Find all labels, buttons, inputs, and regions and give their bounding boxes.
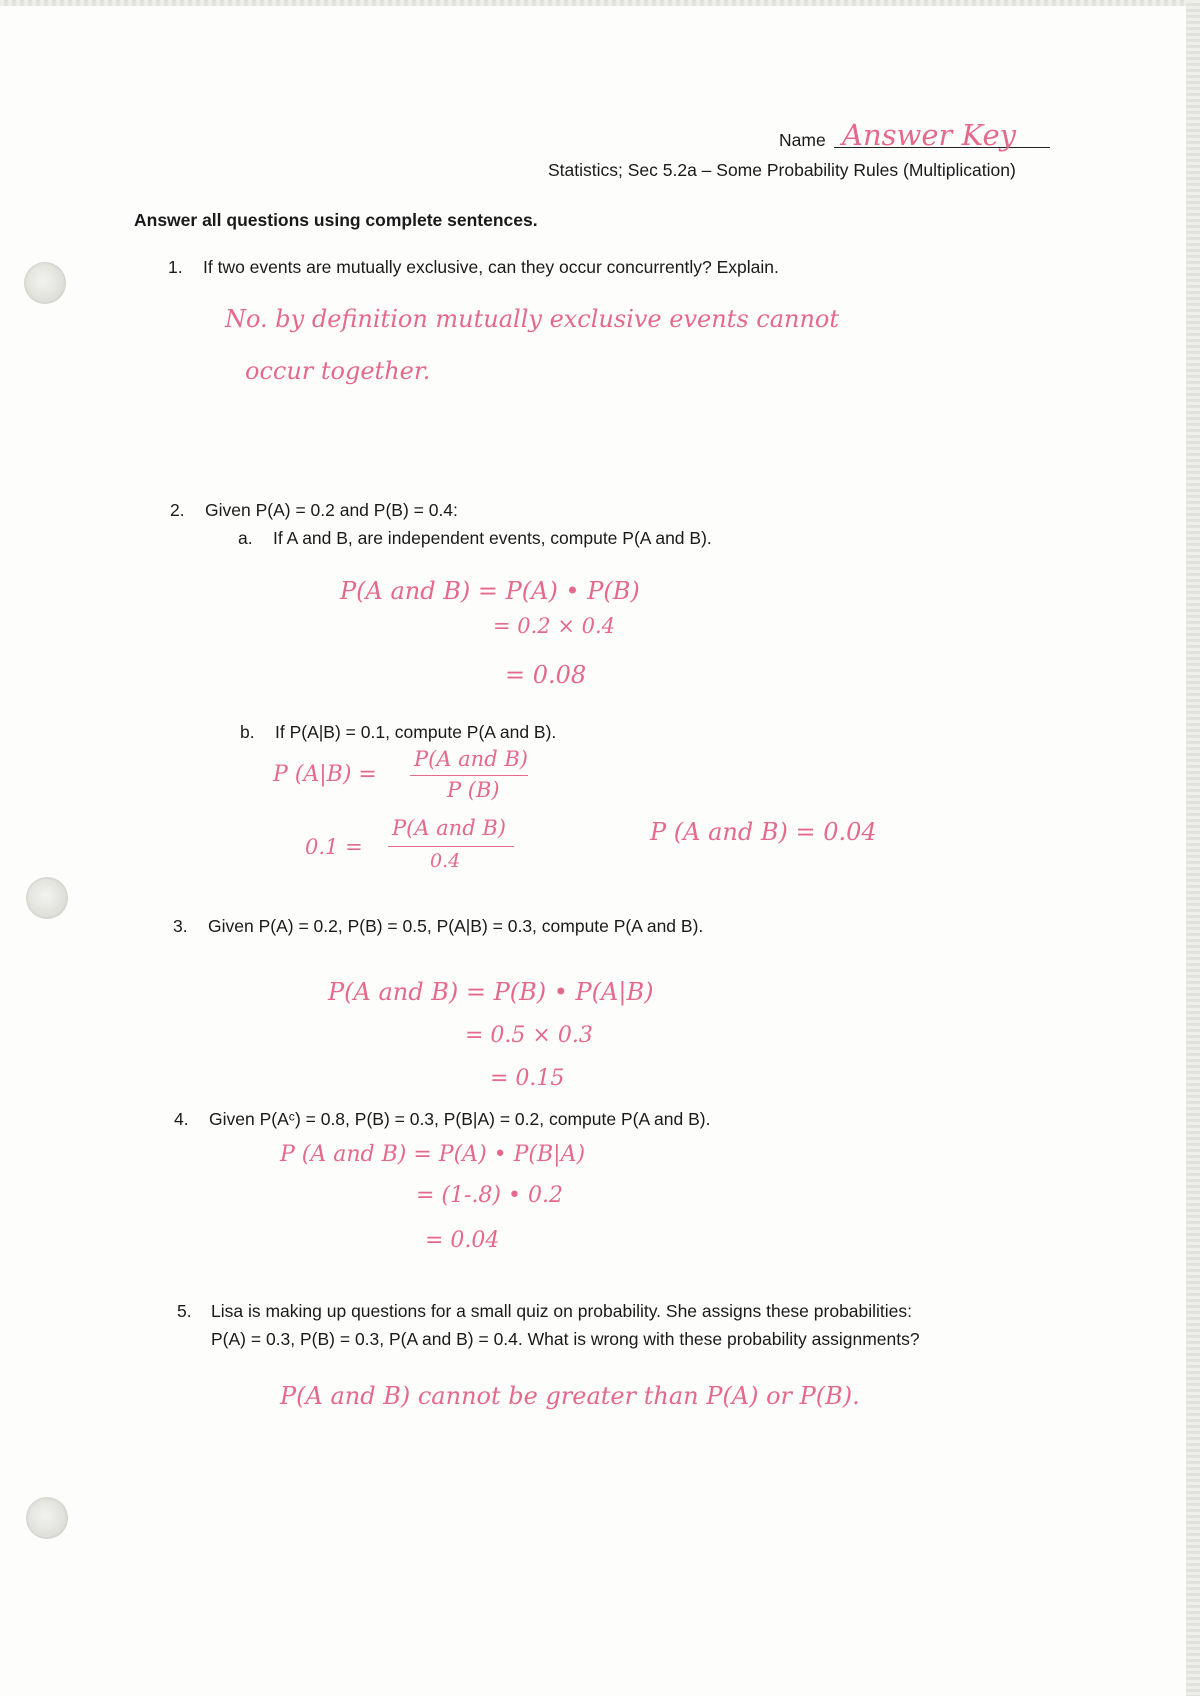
question-2a-work-line-1: P(A and B) = P(A) • P(B) xyxy=(340,577,640,605)
question-3-number: 3. xyxy=(173,916,188,936)
question-2b-substitution-denominator: 0.4 xyxy=(430,850,461,872)
question-2b-letter: b. xyxy=(240,722,255,742)
question-5-text-line-2: P(A) = 0.3, P(B) = 0.3, P(A and B) = 0.4. What is wrong with these probability assignments? xyxy=(211,1329,920,1349)
question-2b-formula-numerator: P(A and B) xyxy=(414,747,528,771)
question-2a-work-line-2: = 0.2 × 0.4 xyxy=(493,614,616,638)
question-2b-substitution-fraction-bar xyxy=(388,846,514,847)
question-2b-formula-fraction-bar xyxy=(410,775,528,776)
question-5-text-line-1: Lisa is making up questions for a small quiz on probability. She assigns these probabilities: xyxy=(211,1301,913,1321)
question-2b-formula-lhs: P (A|B) = xyxy=(273,762,377,787)
question-4-text: Given P(Aᶜ) = 0.8, P(B) = 0.3, P(B|A) = 0.2, compute P(A and B). xyxy=(209,1109,711,1129)
instructions: Answer all questions using complete sentences. xyxy=(134,210,538,230)
question-2b-text: If P(A|B) = 0.1, compute P(A and B). xyxy=(275,722,557,742)
question-5-answer: P(A and B) cannot be greater than P(A) or P(B). xyxy=(280,1382,860,1410)
course-line: Statistics; Sec 5.2a – Some Probability Rules (Multiplication) xyxy=(548,160,1016,180)
question-2-text: Given P(A) = 0.2 and P(B) = 0.4: xyxy=(205,500,458,520)
question-2a-work-line-3: = 0.08 xyxy=(505,661,587,689)
punch-hole-top xyxy=(24,262,66,304)
punch-hole-bottom xyxy=(26,1497,68,1539)
question-2b-substitution-numerator: P(A and B) xyxy=(392,816,506,840)
question-2a-letter: a. xyxy=(238,528,253,548)
question-2b-result: P (A and B) = 0.04 xyxy=(650,818,877,846)
page-top-edge xyxy=(0,0,1200,6)
page-right-edge xyxy=(1186,0,1200,1696)
name-label: Name xyxy=(779,130,826,150)
question-2-number: 2. xyxy=(170,500,185,520)
question-1-number: 1. xyxy=(168,257,183,277)
question-2b-substitution-lhs: 0.1 = xyxy=(305,835,363,859)
punch-hole-middle xyxy=(26,877,68,919)
question-3-work-line-1: P(A and B) = P(B) • P(A|B) xyxy=(328,978,654,1006)
question-5-number: 5. xyxy=(177,1301,192,1321)
question-2b-formula-denominator: P (B) xyxy=(447,778,500,802)
question-1-answer-line-1: No. by definition mutually exclusive events cannot xyxy=(225,305,840,333)
question-4-work-line-1: P (A and B) = P(A) • P(B|A) xyxy=(280,1142,586,1167)
question-4-work-line-2: = (1-.8) • 0.2 xyxy=(416,1183,563,1208)
question-1-text: If two events are mutually exclusive, can they occur concurrently? Explain. xyxy=(203,257,779,277)
question-4-work-line-3: = 0.04 xyxy=(425,1228,500,1253)
question-3-work-line-3: = 0.15 xyxy=(490,1066,565,1091)
question-2a-text: If A and B, are independent events, compute P(A and B). xyxy=(273,528,712,548)
question-1-answer-line-2: occur together. xyxy=(245,357,431,385)
question-3-text: Given P(A) = 0.2, P(B) = 0.5, P(A|B) = 0.3, compute P(A and B). xyxy=(208,916,704,936)
question-4-number: 4. xyxy=(174,1109,189,1129)
question-3-work-line-2: = 0.5 × 0.3 xyxy=(465,1023,593,1048)
name-answer: Answer Key xyxy=(842,118,1016,152)
